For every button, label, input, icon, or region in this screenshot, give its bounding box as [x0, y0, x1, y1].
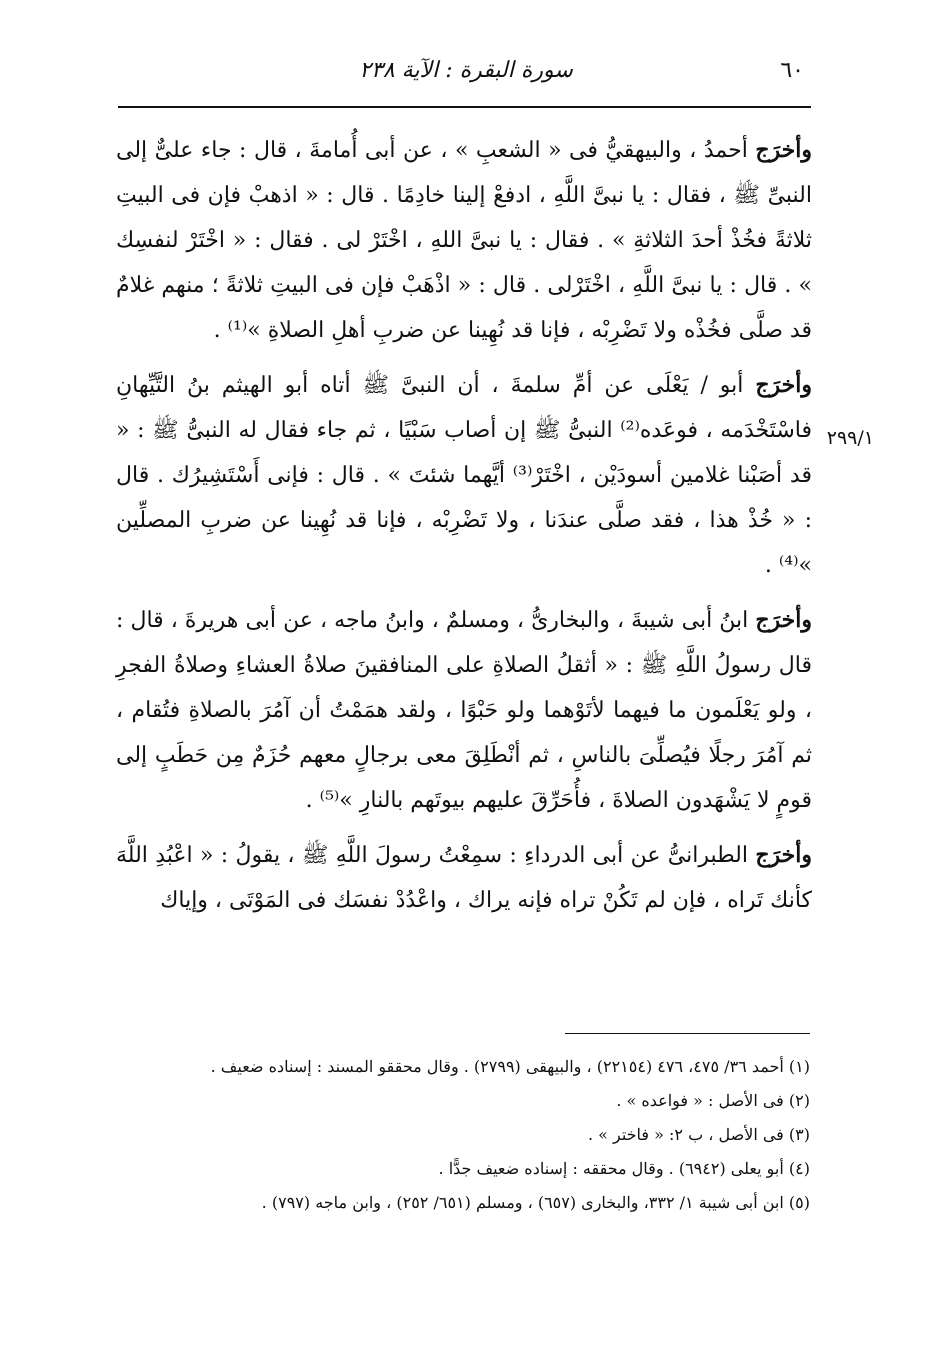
paragraph-text: ابنُ أبى شيبةَ ، والبخارىُّ ، ومسلمٌ ، وابنُ ماجه ، عن أبى هريرةَ ، قال : قال رسولُ اللَّهِ ﷺ : « أثقلُ الصلاةِ على المنافقينَ صلاةُ العشاءِ وصلاةُ الفجرِ ، ولو يَعْلَمون ما فيهما لأتَوْهما ولو حَبْوًا ، ولقد همَمْتُ أن آمُرَ بالصلاةِ فتُقام ، ثم آمُرَ رجلًا فيُصلِّىَ بالناسِ ، ثم أنْطَلِقَ معى برجالٍ معهم حُزَمٌ مِن حَطَبٍ إلى قومٍ لا يَشْهَدون الصلاةَ ، فأُحَرِّقَ عليهم بيوتَهم بالنارِ »⁽⁵⁾ . [116, 608, 812, 813]
footnote: (٣) فى الأصل ، ب ٢: « فاختر » . [587, 1125, 810, 1144]
paragraph-lead: وأخرَج [755, 842, 812, 868]
footnote: (٢) فى الأصل : « فواعده » . [616, 1091, 810, 1110]
paragraph [116, 363, 812, 588]
footnotes [120, 1050, 810, 1220]
body-text [116, 128, 812, 933]
page-number: ٦٠ [780, 58, 804, 83]
footnote: (٥) ابن أبى شيبة ١/ ٣٣٢، والبخارى (٦٥٧) ، ومسلم (٦٥١/ ٢٥٢) ، وابن ماجه (٧٩٧) . [261, 1193, 810, 1212]
running-title: سورة البقرة : الآية ٢٣٨ [359, 58, 573, 83]
header-rule [118, 106, 811, 108]
paragraph-lead: وأخرَج [755, 372, 812, 398]
footnote: (٤) أبو يعلى (٦٩٤٢) . وقال محققه : إسناده ضعيف جدًّا . [438, 1159, 810, 1178]
paragraph-lead: وأخرَج [755, 137, 812, 163]
paragraph-lead: وأخرَج [755, 607, 812, 633]
footnote-rule [565, 1033, 810, 1034]
paragraph-text: الطبرانىُّ عن أبى الدرداءِ : سمِعْتُ رسولَ اللَّهِ ﷺ ، يقولُ : « اعْبُدِ اللَّهَ كأنك تَراه ، فإن لم تَكُنْ تراه فإنه يراك ، واعْدُدْ نفسَك فى المَوْتَى ، وإياك [116, 843, 812, 913]
footnote: (١) أحمد ٣٦/ ٤٧٥، ٤٧٦ (٢٢١٥٤) ، والبيهقى (٢٧٩٩) . وقال محققو المسند : إسناده ضعيف . [210, 1057, 810, 1076]
paragraph [116, 598, 812, 823]
paragraph-text: أحمدُ ، والبيهقيُّ فى « الشعبِ » ، عن أبى أُمامةَ ، قال : جاء علىٌّ إلى النبىِّ ﷺ ، فقال : يا نبىَّ اللَّهِ ، ادفعْ إلينا خادِمًا . قال : « اذهبْ فإن فى البيتِ ثلاثةً فخُذْ أحدَ الثلاثةِ » . فقال : يا نبىَّ اللهِ ، اخْتَرْ لى . فقال : « اخْتَرْ لنفسِك » . قال : يا نبىَّ اللَّهِ ، اخْتَرْلى . قال : « اذْهَبْ فإن فى البيتِ ثلاثةً ؛ منهم غلامٌ قد صلَّى فخُذْه ولا تَضْرِبْه ، فإنا قد نُهِينا عن ضربِ أهلِ الصلاةِ »⁽¹⁾ . [116, 138, 812, 343]
paragraph [116, 833, 812, 923]
paragraph [116, 128, 812, 353]
margin-reference: ٢٩٩/١ [826, 427, 874, 449]
paragraph-text: أبو / يَعْلَى عن أمِّ سلمةَ ، أن النبىَّ ﷺ أتاه أبو الهيثم بنُ التَّيِّهانِ فاسْتَخْدَمه ، فوعَده⁽²⁾ النبىُّ ﷺ إن أصاب سَبْيًا ، ثم جاء فقال له النبىُّ ﷺ : « قد أصَبْنا غلامين أسودَيْن ، اخْتَرْ⁽³⁾ أيَّهما شئتَ » . قال : فإنى أَسْتَشِيرُك . قال : « خُذْ هذا ، فقد صلَّى عندَنا ، ولا تَضْرِبْه ، فإنا قد نُهِينا عن ضربِ المصلِّين »⁽⁴⁾ . [116, 373, 812, 578]
